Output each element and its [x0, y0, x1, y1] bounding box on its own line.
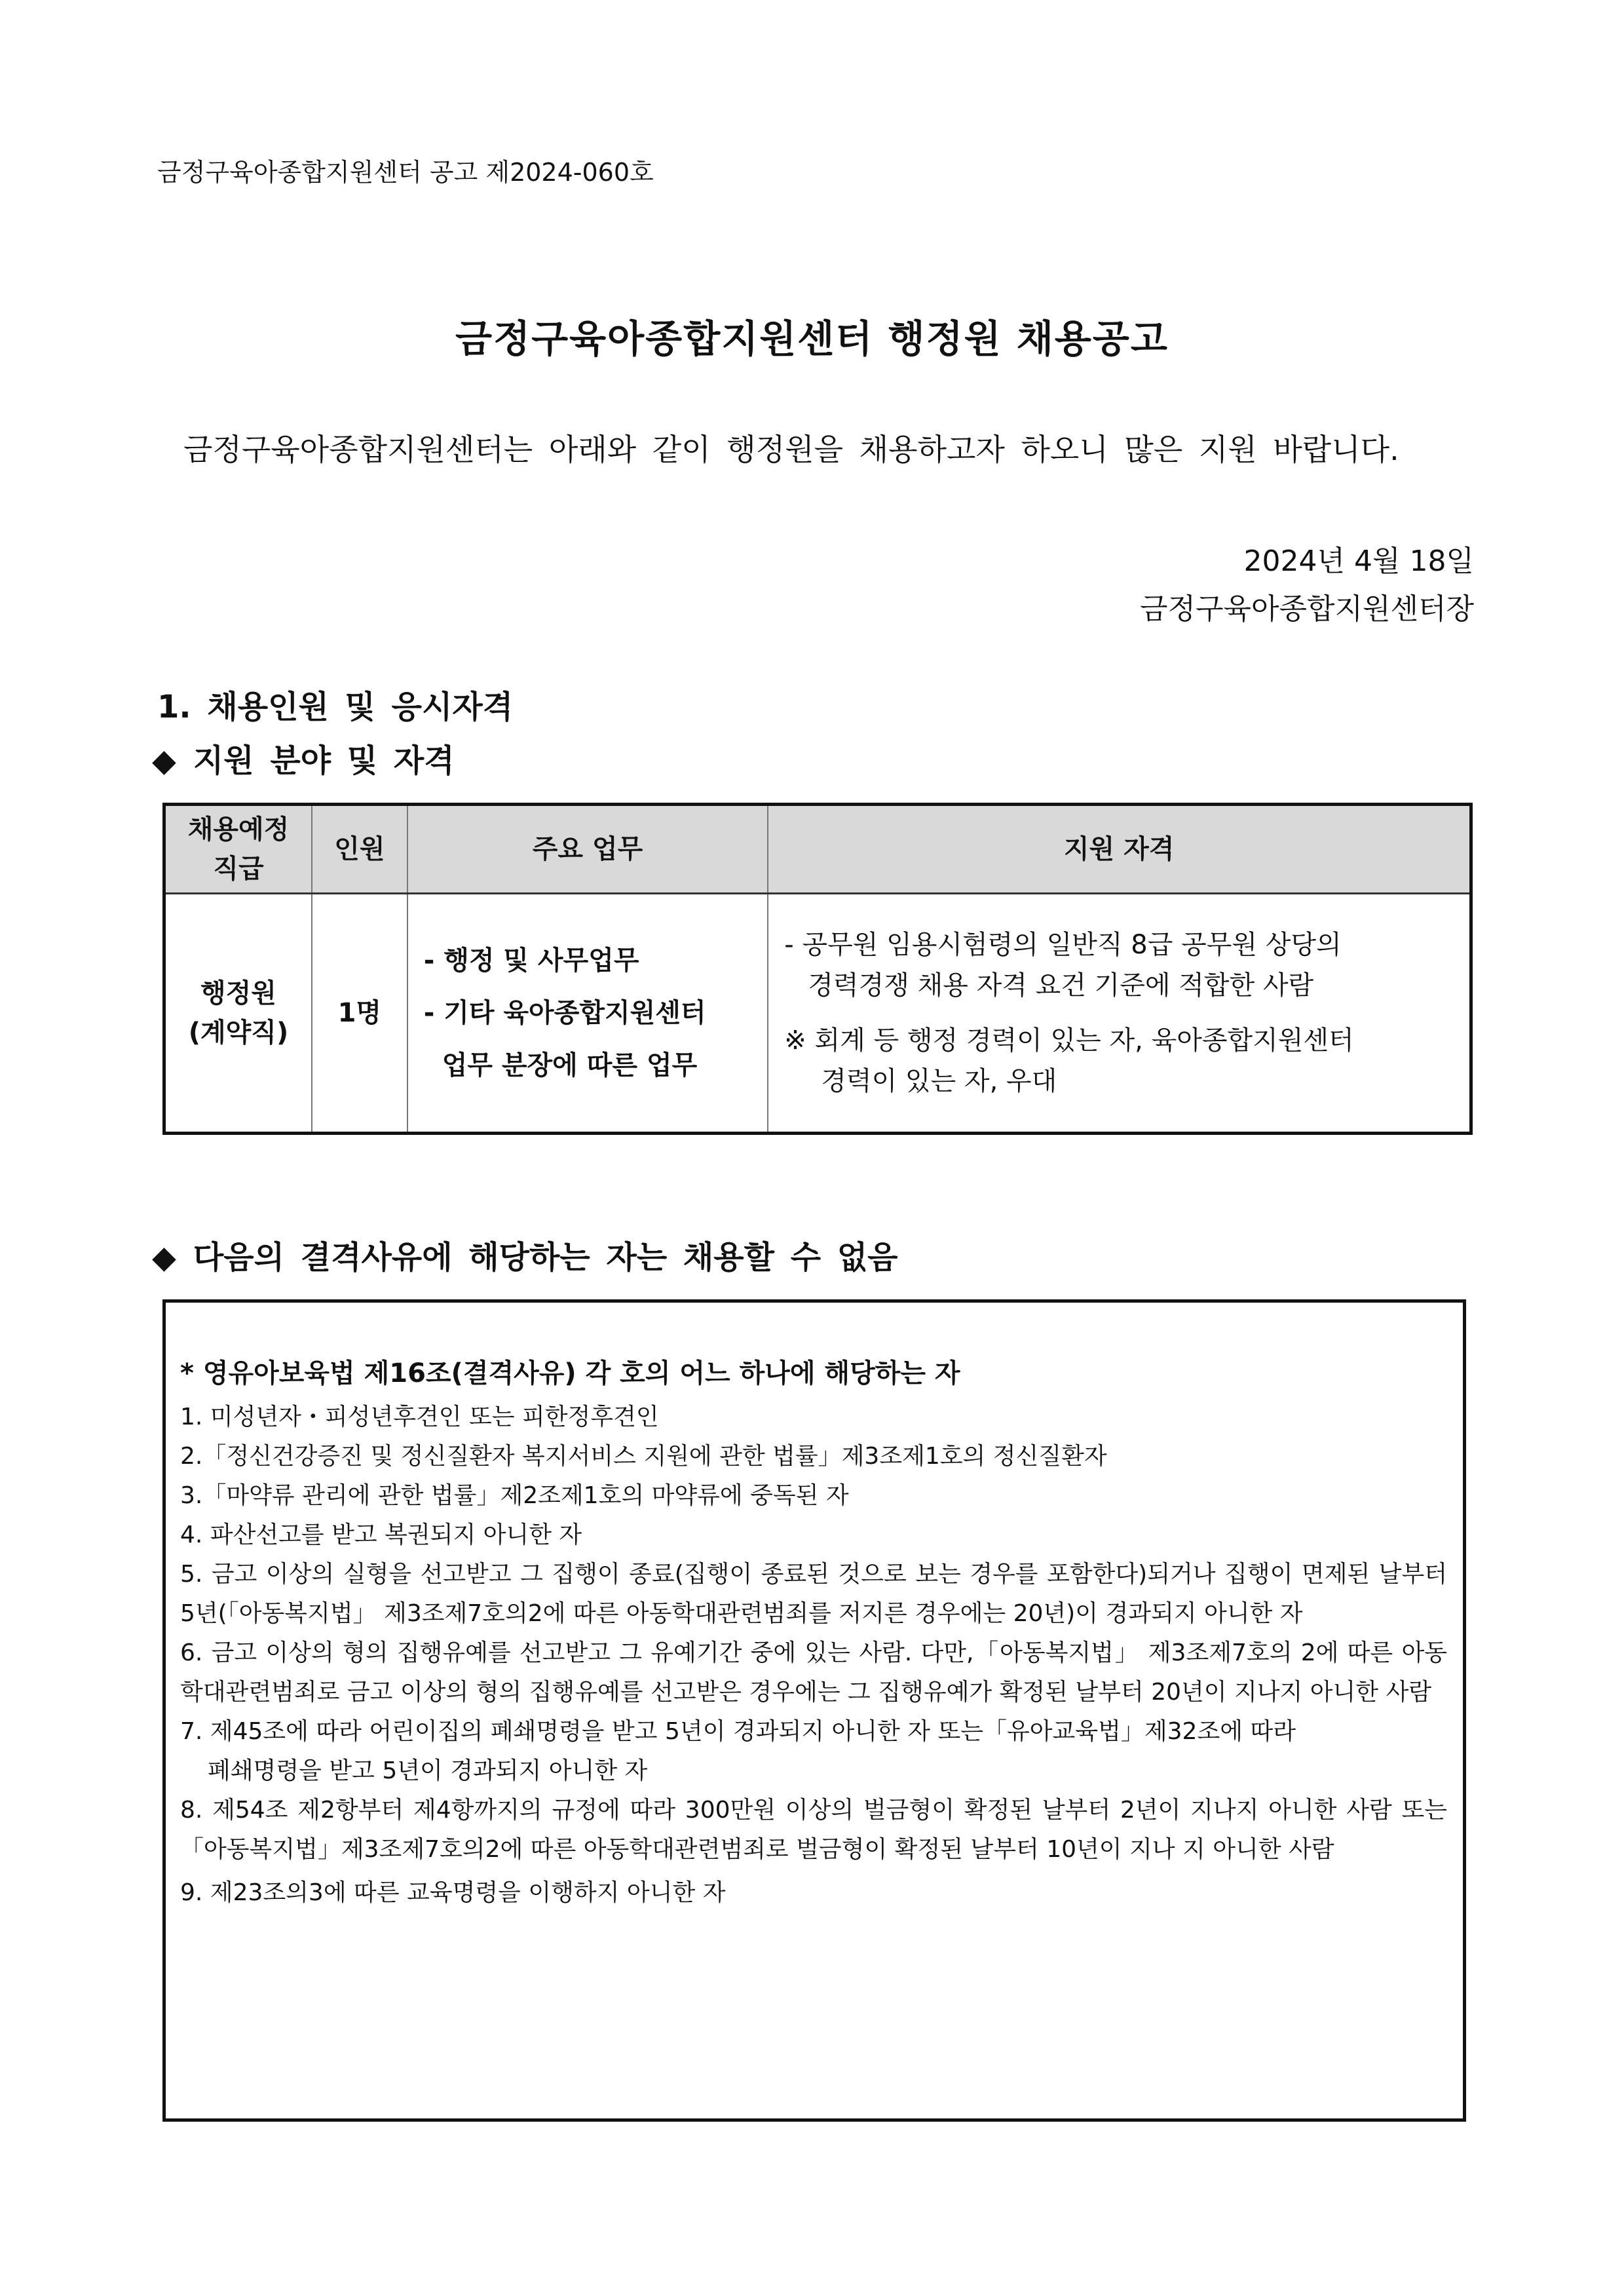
cell-duties [407, 894, 768, 1134]
sub-heading-disqualification [152, 1232, 898, 1277]
duty-item-cont: 업무 분장에 따른 업무 [442, 1050, 698, 1081]
notice-number: 금정구육아종합지원센터 공고 제2024-060호 [157, 158, 654, 187]
duty-item: - 행정 및 사무업무 [423, 946, 639, 976]
cell-grade-line1: 행정원 [200, 978, 276, 1008]
preference-note-cont: 경력이 있는 자, 우대 [821, 1066, 1057, 1096]
issuer: 금정구육아종합지원센터장 [1139, 592, 1474, 626]
box-heading: * 영유아보육법 제16조(결격사유) 각 호의 어느 하나에 해당하는 자 [180, 1358, 960, 1388]
header-grade [164, 805, 312, 894]
header-grade-line2: 직급 [213, 854, 264, 884]
list-item: 1. 미성년자・피성년후견인 또는 피한정후견인 [180, 1404, 659, 1430]
disqualification-box [162, 1299, 1466, 2122]
diamond-bullet-icon: ◆ [152, 1239, 176, 1276]
cell-grade [164, 894, 312, 1134]
list-item-cont: 폐쇄명령을 받고 5년이 경과되지 아니한 자 [208, 1757, 648, 1784]
cell-qualifications [768, 894, 1471, 1134]
sub-heading-field [152, 735, 455, 780]
table-row [164, 894, 1471, 1134]
list-item: 8. 제54조 제2항부터 제4항까지의 규정에 따라 300만원 이상의 벌금형이 확정된 날부터 2년이 지나지 아니한 사람 또는「아동복지법」제3조제7호의2에 따른 아동학대관련범죄로 벌금형이 확정된 날부터 10년이 지나 지 아니한 사람 [180, 1797, 1447, 1863]
cell-grade-line2: (계약직) [188, 1018, 289, 1048]
list-item: 3.「마약류 관리에 관한 법률」제2조제1호의 마약류에 중독된 자 [180, 1482, 849, 1509]
sub-heading-disqualification-text: 다음의 결격사유에 해당하는 자는 채용할 수 없음 [193, 1239, 898, 1276]
qualification-item-cont: 경력경쟁 채용 자격 요건 기준에 적합한 사람 [808, 970, 1314, 1001]
header-duties: 주요 업무 [407, 805, 768, 894]
list-item: 5. 금고 이상의 실형을 선고받고 그 집행이 종료(집행이 종료된 것으로 보는 경우를 포함한다)되거나 집행이 면제된 날부터 5년(「아동복지법」 제3조제7호의2에 따른 아동학대관련범죄를 저지른 경우에는 20년)이 경과되지 아니한 자 [180, 1561, 1447, 1627]
cell-count: 1명 [312, 894, 407, 1134]
page-title: 금정구육아종합지원센터 행정원 채용공고 [455, 316, 1169, 361]
sub-heading-field-text: 지원 분야 및 자격 [193, 742, 455, 779]
section-heading-recruitment: 1. 채용인원 및 응시자격 [157, 689, 514, 725]
intro-paragraph: 금정구육아종합지원센터는 아래와 같이 행정원을 채용하고자 하오니 많은 지원 바랍니다. [183, 432, 1399, 467]
duty-item: - 기타 육아종합지원센터 [423, 998, 706, 1028]
list-item: 6. 금고 이상의 형의 집행유예를 선고받고 그 유예기간 중에 있는 사람. 다만,「아동복지법」 제3조제7호의 2에 따른 아동학대관련범죄로 금고 이상의 형의 집행유예를 선고받은 경우에는 그 집행유예가 확정된 날부터 20년이 지나지 아니한 사람 [180, 1639, 1447, 1706]
table-header-row [164, 805, 1471, 894]
list-item: 7. 제45조에 따라 어린이집의 폐쇄명령을 받고 5년이 경과되지 아니한 자 또는「유아교육법」제32조에 따라 [180, 1718, 1296, 1745]
diamond-bullet-icon: ◆ [152, 742, 176, 779]
header-grade-line1: 채용예정 [187, 814, 290, 845]
preference-note: ※ 회계 등 행정 경력이 있는 자, 육아종합지원센터 [784, 1025, 1354, 1056]
recruitment-table [162, 803, 1473, 1135]
qualification-item: - 공무원 임용시험령의 일반직 8급 공무원 상당의 [784, 930, 1342, 960]
header-qualifications: 지원 자격 [768, 805, 1471, 894]
list-item: 4. 파산선고를 받고 복권되지 아니한 자 [180, 1521, 582, 1548]
list-item: 9. 제23조의3에 따른 교육명령을 이행하지 아니한 자 [180, 1879, 726, 1906]
list-item: 2.「정신건강증진 및 정신질환자 복지서비스 지원에 관한 법률」제3조제1호의 정신질환자 [180, 1443, 1107, 1470]
notice-date: 2024년 4월 18일 [1243, 545, 1474, 578]
header-count: 인원 [312, 805, 407, 894]
